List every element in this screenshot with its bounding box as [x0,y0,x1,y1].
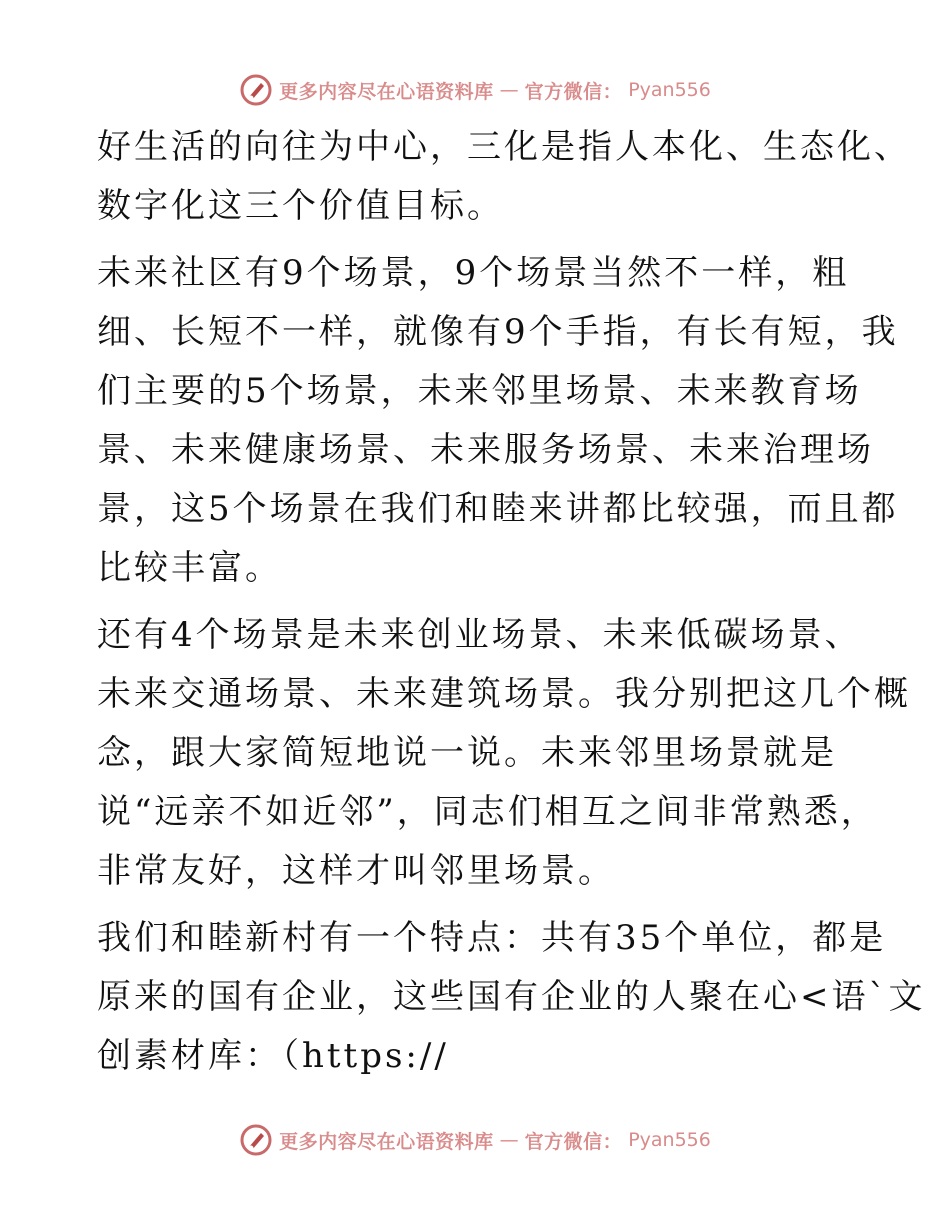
text-line: 未来交通场景、未来建筑场景。我分别把这几个概 [97,674,911,714]
paragraph [97,118,911,236]
watermark-contact-id: Pyan556 [628,79,711,101]
watermark-contact-label: 官方微信： [524,80,623,103]
pen-nib-circle-icon [239,73,273,107]
text-line: 景，这5个场景在我们和睦来讲都比较强，而且都 [97,489,899,529]
document-body [97,118,926,1094]
text-line: 数字化这三个价值目标。 [97,186,504,226]
text-line: 好生活的向往为中心，三化是指人本化、生态化、 [97,127,911,167]
footer-watermark [0,1120,950,1160]
text-line: 非常友好，这样才叫邻里场景。 [97,851,615,891]
text-line: 创素材库：（https:// [97,1036,449,1076]
paragraph [97,909,926,1086]
text-line: 还有4个场景是未来创业场景、未来低碳场景、 [97,615,862,655]
watermark-site-text: 更多内容尽在心语资料库 [279,80,494,103]
text-line: 未来社区有9个场景，9个场景当然不一样，粗 [97,253,850,293]
text-line: 们主要的5个场景，未来邻里场景、未来教育场 [97,371,862,411]
watermark-site-text: 更多内容尽在心语资料库 [279,1130,494,1153]
paragraph [97,606,911,901]
watermark-separator: — [499,79,519,101]
watermark-contact-label: 官方微信： [524,1130,623,1153]
watermark-separator: — [499,1129,519,1151]
text-line: 说“远亲不如近邻”，同志们相互之间非常熟悉， [97,792,878,832]
paragraph [97,244,899,598]
text-line: 比较丰富。 [97,548,282,588]
header-watermark [0,70,950,110]
text-line: 念，跟大家简短地说一说。未来邻里场景就是 [97,733,837,773]
text-line: 我们和睦新村有一个特点：共有35个单位，都是 [97,918,887,958]
text-line: 原来的国有企业，这些国有企业的人聚在心<语`文 [97,977,926,1017]
text-line: 细、长短不一样，就像有9个手指，有长有短，我 [97,312,899,352]
pen-nib-circle-icon [239,1123,273,1157]
watermark-contact-id: Pyan556 [628,1129,711,1151]
text-line: 景、未来健康场景、未来服务场景、未来治理场 [97,430,874,470]
